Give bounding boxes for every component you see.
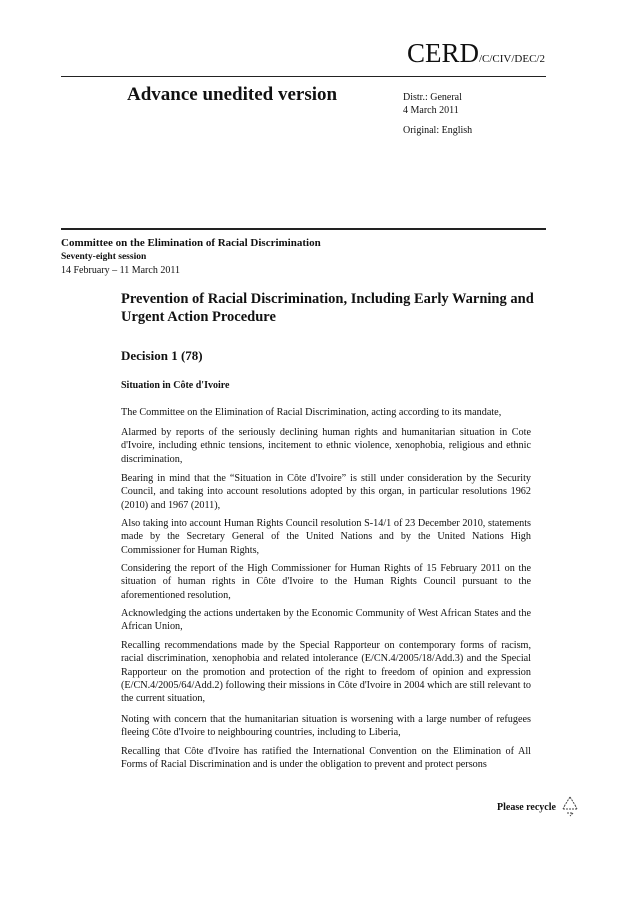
session-dates: 14 February – 11 March 2011 [61, 265, 180, 276]
paragraph: Noting with concern that the humanitarian situation is worsening with a large number of refugees fleeing Côte d'Ivoire to neighbouring countries, including to Liberia, [121, 714, 531, 739]
distribution-block [403, 92, 472, 138]
header-divider [61, 76, 546, 77]
distribution: Distr.: General [403, 92, 462, 103]
recycle-label: Please recycle [497, 802, 556, 813]
paragraph: Bearing in mind that the “Situation in Côte d'Ivoire” is still under consideration by the Security Council, and taking into account resolutions adopted by this organ, in particular resolutions 1962 (2010) and 1967 (2011), [121, 473, 531, 511]
recycle-icon [559, 795, 581, 820]
paragraph: Recalling recommendations made by the Special Rapporteur on contemporary forms of racism, racial discrimination, xenophobia and related intolerance (E/CN.4/2005/18/Add.3) and the Special Rapporteur on the promotion and protection of the right to freedom of opinion and expression (E/CN.4/2005/64/Add.2) following their missions in Côte d'Ivoire in 2004 which are still relevant to the current situation, [121, 640, 531, 705]
paragraph: The Committee on the Elimination of Racial Discrimination, acting according to its mandate, [121, 407, 502, 419]
subheading: Situation in Côte d'Ivoire [121, 380, 230, 391]
issue-date: 4 March 2011 [403, 104, 459, 116]
paragraph: Alarmed by reports of the seriously declining human rights and humanitarian situation in Cote d'Ivoire, including ethnic tensions, incitement to ethnic violence, xenophobia, religious and ethnic discrimination, [121, 427, 531, 465]
document-symbol [407, 38, 545, 69]
decision-heading: Decision 1 (78) [121, 348, 203, 363]
document-title: Prevention of Racial Discrimination, Including Early Warning and Urgent Action Procedure [121, 291, 534, 325]
paragraph: Considering the report of the High Commissioner for Human Rights of 15 February 2011 on the situation of human rights in Côte d'Ivoire to the Human Rights Council pursuant to the aforementioned resolution, [121, 563, 531, 601]
paragraph: Acknowledging the actions undertaken by the Economic Community of West African States and the African Union, [121, 608, 531, 633]
advance-version-label: Advance unedited version [127, 84, 338, 105]
session-name: Seventy-eight session [61, 252, 147, 262]
recycle-notice [497, 795, 581, 820]
original-language: Original: English [403, 125, 473, 136]
symbol-main: CERD [406, 38, 479, 68]
section-divider [61, 228, 546, 230]
paragraph: Recalling that Côte d'Ivoire has ratified the International Convention on the Elimination of All Forms of Racial Discrimination and is under the obligation to prevent and protect persons [121, 746, 531, 771]
paragraph: Also taking into account Human Rights Council resolution S-14/1 of 23 December 2010, statements made by the Secretary General of the United Nations and by the United Nations High Commissioner for Human Rights, [121, 518, 531, 556]
symbol-suffix: /C/CIV/DEC/2 [478, 53, 545, 65]
committee-name: Committee on the Elimination of Racial Discrimination [61, 237, 321, 249]
